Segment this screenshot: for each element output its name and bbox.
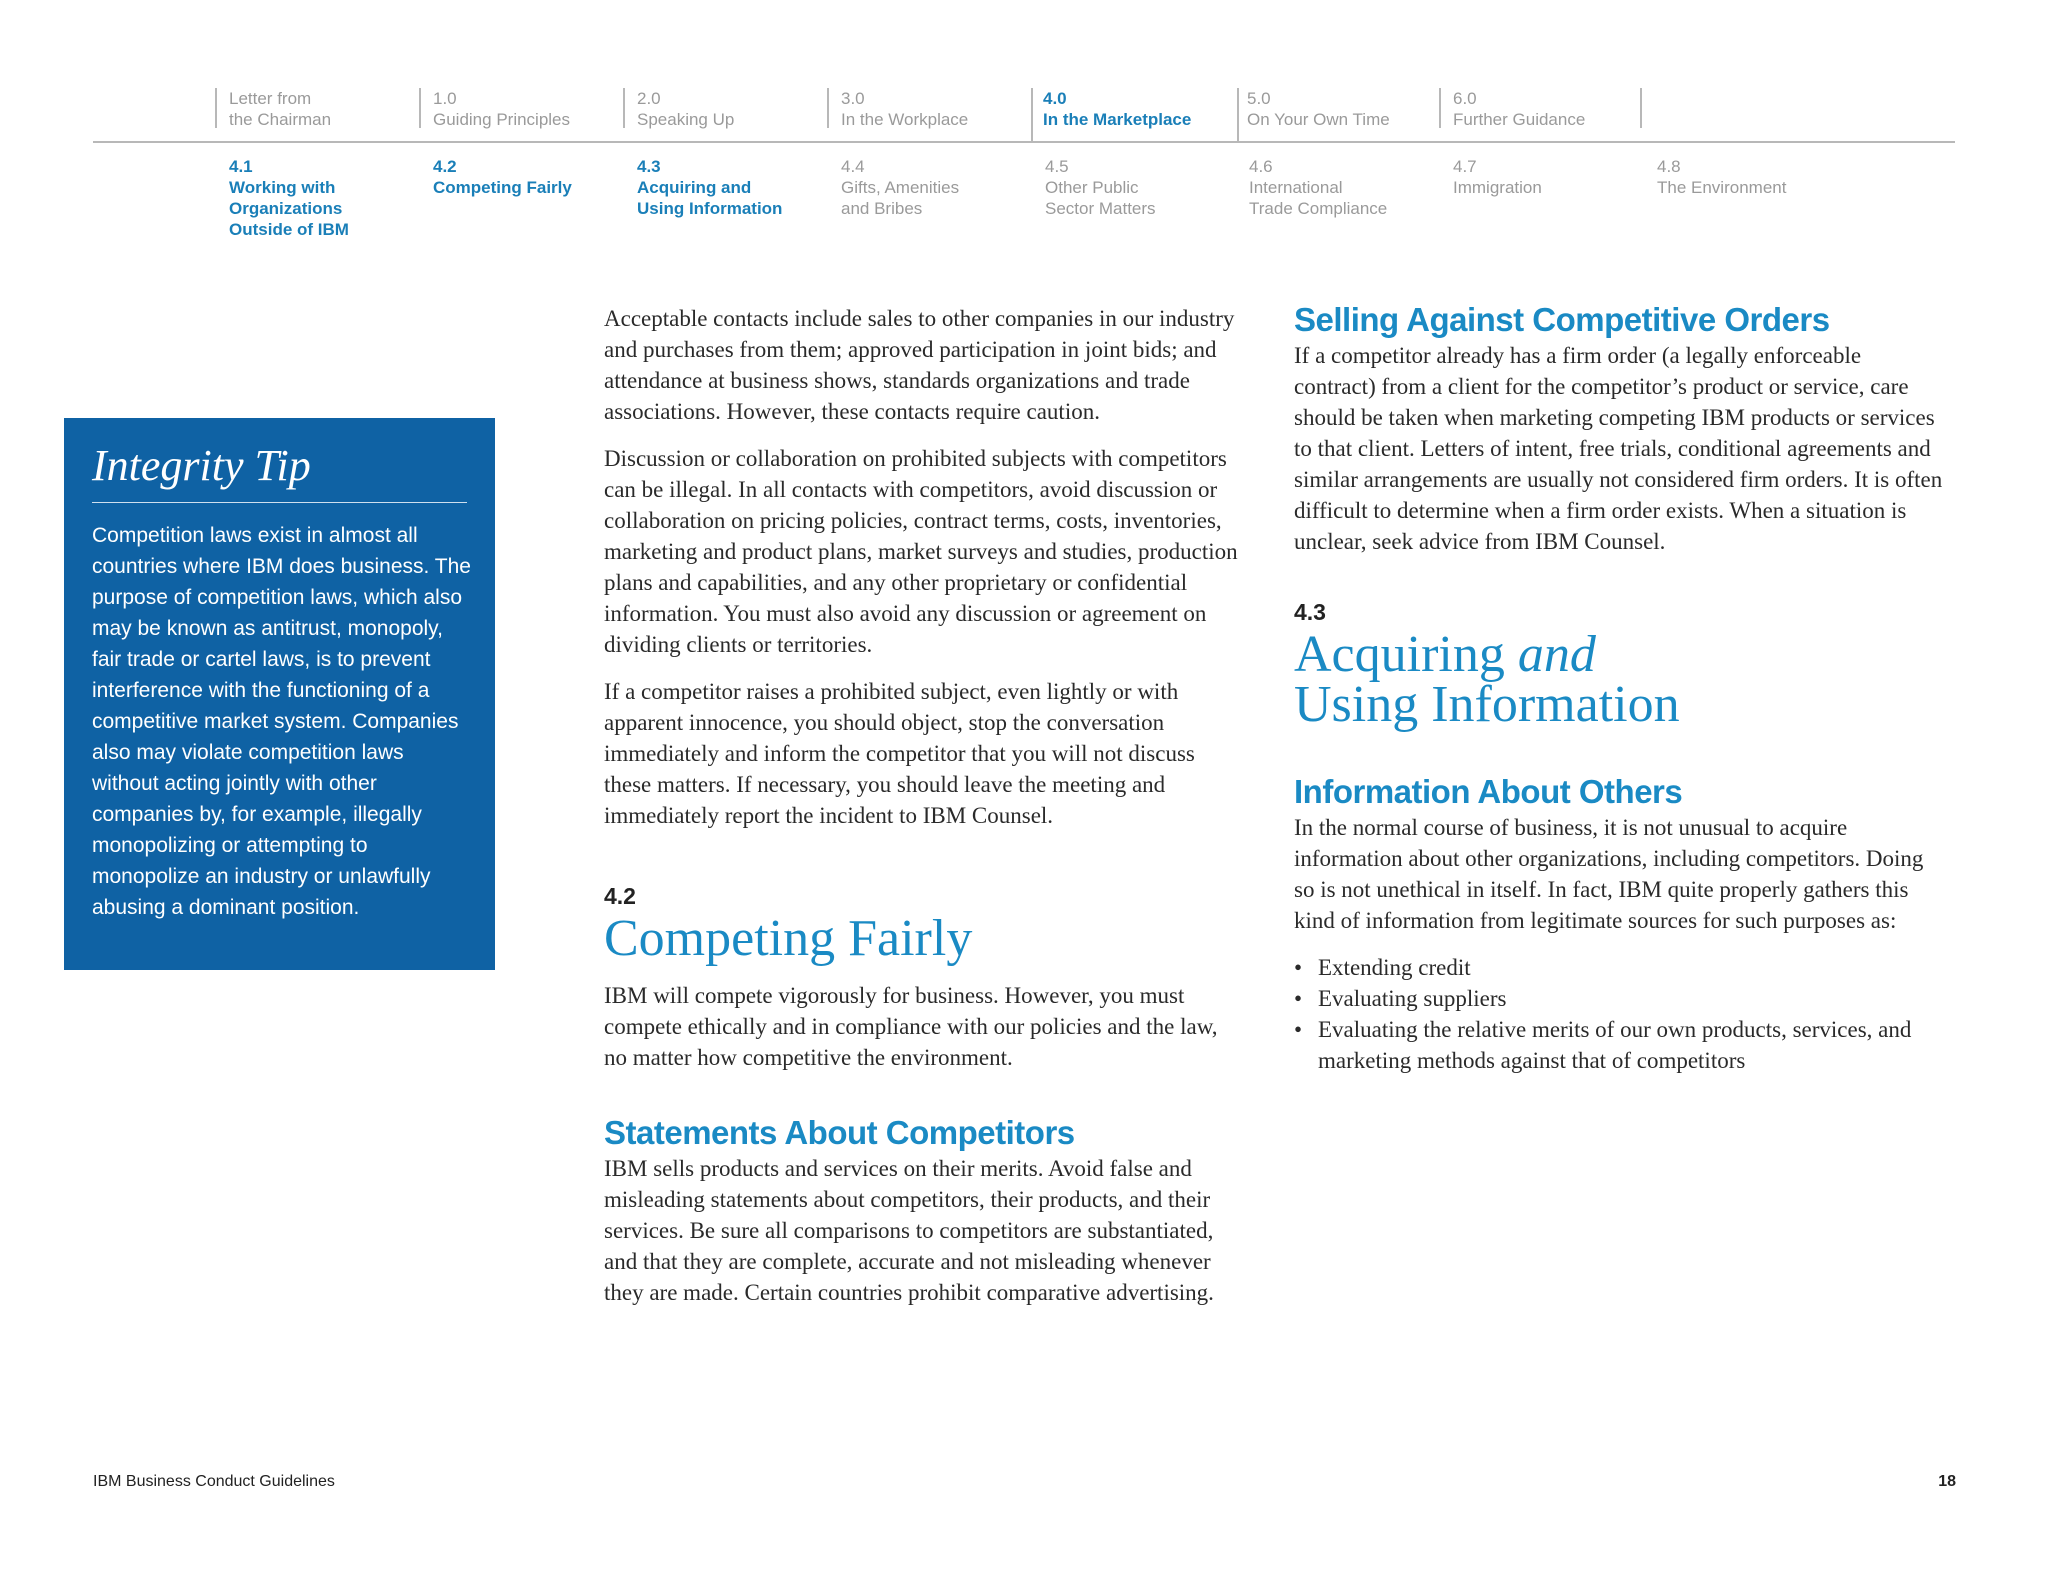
tab-label: Guiding Principles — [433, 110, 571, 129]
page-number: 18 — [1938, 1473, 1956, 1490]
subtab-number: 4.4 — [841, 157, 865, 176]
subtab-line: Organizations — [229, 199, 343, 218]
subtab-number: 4.5 — [1045, 157, 1069, 176]
subtab-line: The Environment — [1657, 178, 1787, 197]
subtab-line: Outside of IBM — [229, 220, 349, 239]
section-number: 4.3 — [1294, 599, 1326, 625]
section-title: Competing Fairly — [604, 910, 973, 967]
tab-label: the Chairman — [229, 110, 332, 129]
tab-in-the-marketplace[interactable] — [1031, 88, 1233, 128]
tab-in-the-workplace[interactable] — [827, 88, 1031, 128]
tab-number: 3.0 — [841, 89, 865, 108]
subtab-4-4[interactable] — [841, 156, 1031, 219]
subtab-4-2[interactable] — [433, 156, 623, 198]
subheading: Statements About Competitors — [604, 1114, 1075, 1151]
tab-on-your-own-time[interactable] — [1235, 88, 1437, 128]
subheading: Selling Against Competitive Orders — [1294, 301, 1830, 338]
subtab-line: Sector Matters — [1045, 199, 1156, 218]
subtab-line: Working with — [229, 178, 336, 197]
subtab-line: Using Information — [637, 199, 783, 218]
subtab-4-5[interactable] — [1045, 156, 1235, 219]
tab-number: 2.0 — [637, 89, 661, 108]
paragraph: If a competitor raises a prohibited subject, even lightly or with apparent innocence, you should object, stop the conversation immediately and inform the competitor that you will not discuss these matters. If necessary, you should leave the meeting and immediately report the incident to IBM Counsel. — [604, 679, 1195, 828]
subtab-line: Competing Fairly — [433, 178, 572, 197]
subtab-line: Immigration — [1453, 178, 1542, 197]
paragraph: IBM sells products and services on their merits. Avoid false and misleading statements about competitors, their products, and their services. Be sure all comparisons to competitors are substantiated, and that they are complete, accurate and not misleading whenever they are made. Certain countries prohibit comparative advertising. — [604, 1156, 1214, 1305]
subtab-line: Other Public — [1045, 178, 1139, 197]
tab-letter-from-chairman[interactable] — [215, 88, 419, 128]
tab-label: In the Workplace — [841, 110, 969, 129]
footer-document-title: IBM Business Conduct Guidelines — [93, 1473, 335, 1490]
paragraph: Acceptable contacts include sales to other companies in our industry and purchases from them; approved participation in joint bids; and attendance at business shows, standards organizations and trade associations. However, these contacts require caution. — [604, 306, 1235, 424]
content-column-right — [1294, 300, 1944, 1076]
integrity-tip-body: Competition laws exist in almost all countries where IBM does business. The purpose of competition laws, which also may be known as antitrust, monopoly, fair trade or cartel laws, is to prevent interference with the functioning of a competitive market system. Companies also may violate competition laws without acting jointly with other companies by, for example, illegally monopolizing or attempting to monopolize an industry or unlawfully abusing a dominant position. — [92, 524, 471, 919]
paragraph: In the normal course of business, it is not unusual to acquire information about other organizations, including competitors. Doing so is not unethical in itself. In fact, IBM quite properly gathers this kind of information from legitimate sources for such purposes as: — [1294, 815, 1924, 933]
subtab-4-7[interactable] — [1453, 156, 1643, 198]
subtab-line: and Bribes — [841, 199, 923, 218]
paragraph: Discussion or collaboration on prohibited subjects with competitors can be illegal. In all contacts with competitors, avoid discussion or collaboration on pricing policies, contract terms, costs, inventories, marketing and product plans, market surveys and studies, production plans and capabilities, and any other proprietary or confidential information. You must also avoid any discussion or agreement on dividing clients or territories. — [604, 446, 1238, 657]
subtab-4-3[interactable] — [637, 156, 827, 219]
subtab-number: 4.7 — [1453, 157, 1477, 176]
section-title — [1294, 626, 1944, 733]
content-column-left — [604, 303, 1244, 1324]
subtab-4-8[interactable] — [1657, 156, 1847, 198]
tab-number: 1.0 — [433, 89, 457, 108]
subtab-number: 4.2 — [433, 157, 457, 176]
tab-number: 4.0 — [1043, 89, 1067, 108]
tab-label: On Your Own Time — [1247, 110, 1390, 129]
section-title-part: Acquiring — [1294, 626, 1505, 683]
integrity-tip-divider — [92, 502, 467, 503]
subtab-line: Acquiring and — [637, 178, 752, 197]
subtab-number: 4.3 — [637, 157, 661, 176]
tab-label: Speaking Up — [637, 110, 735, 129]
nav-divider — [93, 141, 1955, 143]
subtab-number: 4.1 — [229, 157, 253, 176]
nav-end-divider — [1640, 88, 1642, 128]
subtab-4-6[interactable] — [1249, 156, 1439, 219]
tab-further-guidance[interactable] — [1439, 88, 1643, 128]
subtab-4-1[interactable] — [229, 156, 419, 240]
subtab-number: 4.6 — [1249, 157, 1273, 176]
tab-speaking-up[interactable] — [623, 88, 827, 128]
tab-number: 5.0 — [1247, 89, 1271, 108]
section-number: 4.2 — [604, 883, 636, 909]
tab-number: 6.0 — [1453, 89, 1477, 108]
subtab-line: International — [1249, 178, 1343, 197]
section-title-part: Using Information — [1294, 676, 1680, 733]
list-item: • Extending credit — [1318, 952, 1944, 983]
tab-label: Further Guidance — [1453, 110, 1586, 129]
tab-label: In the Marketplace — [1043, 110, 1192, 129]
subtab-line: Trade Compliance — [1249, 199, 1388, 218]
subheading: Information About Others — [1294, 773, 1683, 810]
integrity-tip-box — [64, 418, 495, 970]
paragraph: IBM will compete vigorously for business. However, you must compete ethically and in compliance with our policies and the law, no matter how competitive the environment. — [604, 983, 1218, 1070]
tab-guiding-principles[interactable] — [419, 88, 623, 128]
integrity-tip-title: Integrity Tip — [92, 441, 311, 490]
list-item: • Evaluating suppliers — [1318, 983, 1944, 1014]
subtab-line: Gifts, Amenities — [841, 178, 960, 197]
section-title-italic: and — [1517, 626, 1596, 683]
subtab-number: 4.8 — [1657, 157, 1681, 176]
list-item: • Evaluating the relative merits of our own products, services, and marketing methods against that of competitors — [1318, 1014, 1944, 1076]
paragraph: If a competitor already has a firm order (a legally enforceable contract) from a client for the competitor’s product or service, care should be taken when marketing competing IBM products or services to that client. Letters of intent, free trials, conditional agreements and similar arrangements are usually not considered firm orders. It is often difficult to determine when a firm order exists. When a situation is unclear, seek advice from IBM Counsel. — [1294, 343, 1943, 554]
tab-number: Letter from — [229, 89, 312, 108]
bullet-list — [1294, 952, 1944, 1076]
